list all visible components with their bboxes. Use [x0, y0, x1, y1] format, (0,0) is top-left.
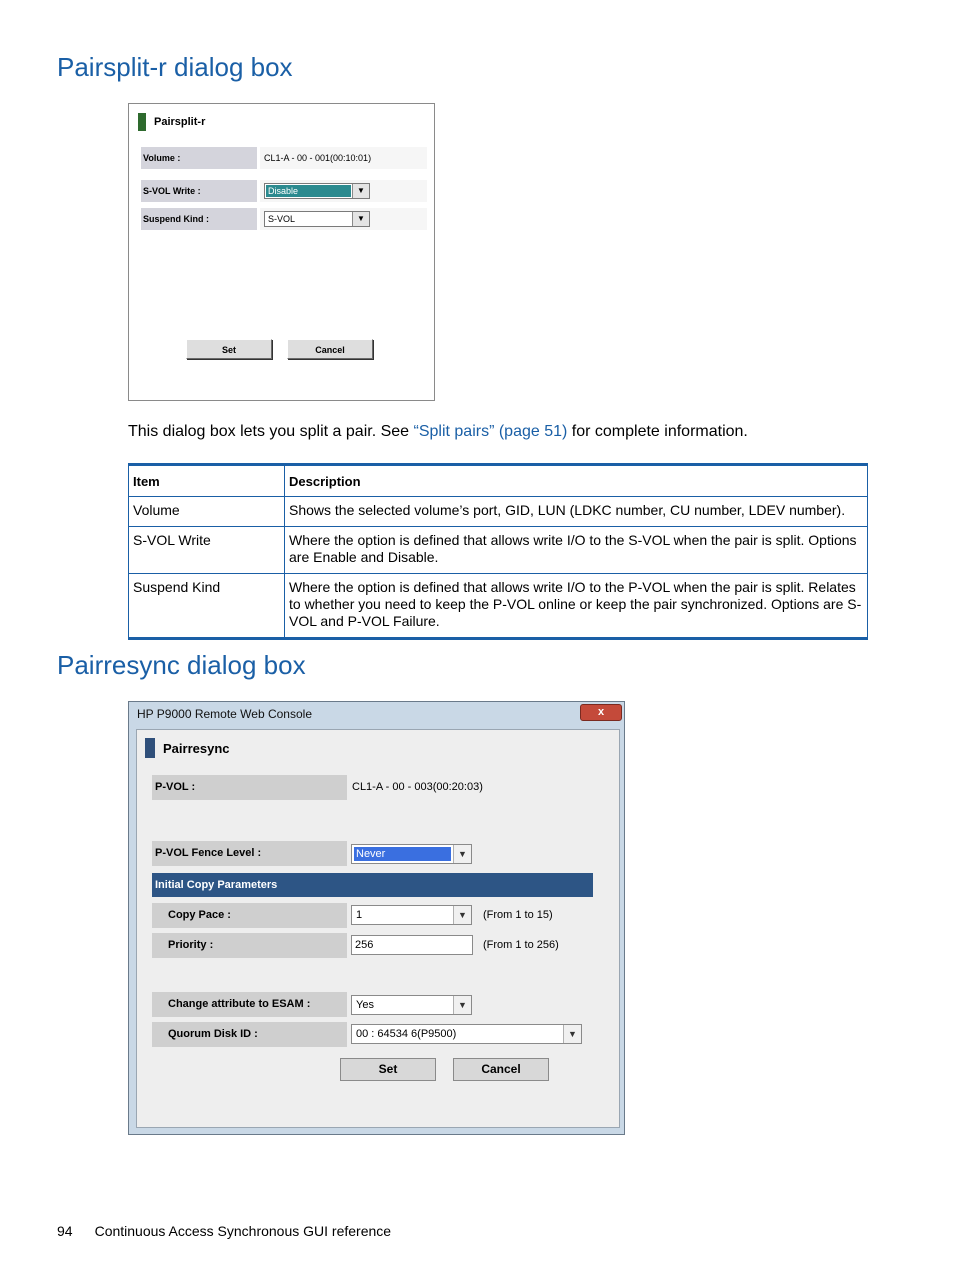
item-cell: Suspend Kind [129, 574, 285, 639]
suspend-kind-row [141, 208, 428, 230]
priority-range: (From 1 to 256) [483, 939, 559, 951]
pairresync-header [145, 738, 230, 758]
paragraph-text-before: This dialog box lets you split a pair. See [128, 423, 414, 440]
esam-select[interactable] [351, 995, 472, 1015]
pairsplit-dialog [128, 103, 435, 401]
table-header-row [129, 465, 868, 497]
cancel-button[interactable]: Cancel [287, 339, 373, 359]
paragraph-text-after: for complete information. [567, 423, 748, 440]
chevron-down-icon[interactable]: ▼ [453, 845, 471, 863]
suspend-kind-label: Suspend Kind : [141, 208, 257, 230]
copy-pace-label: Copy Pace : [152, 903, 347, 928]
header-marker-icon [138, 113, 146, 131]
chevron-down-icon[interactable]: ▼ [453, 906, 471, 924]
svol-write-row [141, 180, 428, 202]
set-button[interactable]: Set [186, 339, 272, 359]
pairsplit-title: Pairsplit-r [154, 116, 206, 128]
svol-write-select[interactable] [264, 183, 370, 199]
description-cell: Where the option is defined that allows write I/O to the S-VOL when the pair is split. Options are Enable and Disable. [285, 527, 868, 574]
pairresync-title: Pairresync [163, 740, 230, 756]
set-button[interactable]: Set [340, 1058, 436, 1081]
table-row [129, 527, 868, 574]
item-cell: Volume [129, 497, 285, 527]
svol-write-label: S-VOL Write : [141, 180, 257, 202]
fence-level-value: Never [354, 847, 451, 861]
quorum-disk-label: Quorum Disk ID : [152, 1022, 347, 1047]
copy-pace-value: 1 [356, 909, 363, 921]
section-heading-pairresync: Pairresync dialog box [57, 650, 306, 680]
page-footer [57, 1223, 391, 1239]
chevron-down-icon[interactable]: ▼ [563, 1025, 581, 1043]
quorum-disk-value: 00 : 64534 6(P9500) [356, 1028, 457, 1040]
item-cell: S-VOL Write [129, 527, 285, 574]
quorum-disk-select[interactable] [351, 1024, 582, 1044]
suspend-kind-select[interactable] [264, 211, 370, 227]
suspend-kind-value: S-VOL [268, 214, 296, 224]
svol-write-value: Disable [266, 185, 351, 197]
cancel-button[interactable]: Cancel [453, 1058, 549, 1081]
column-header-item: Item [129, 465, 285, 497]
section-heading-pairsplit: Pairsplit-r dialog box [57, 52, 293, 82]
description-cell: Where the option is defined that allows write I/O to the P-VOL when the pair is split. Relates to whether you need to keep the P-VOL online or keep the pair synchronized. Options are S-VOL and P-VOL Failure. [285, 574, 868, 639]
pairsplit-header [138, 113, 205, 131]
copy-pace-select[interactable] [351, 905, 472, 925]
copy-pace-range: (From 1 to 15) [483, 909, 553, 921]
chevron-down-icon[interactable]: ▼ [453, 996, 471, 1014]
intro-paragraph [128, 423, 748, 441]
volume-row [141, 147, 428, 169]
description-cell: Shows the selected volume’s port, GID, LUN (LDKC number, CU number, LDEV number). [285, 497, 868, 527]
chevron-down-icon[interactable]: ▼ [352, 212, 369, 226]
close-icon[interactable]: x [580, 704, 622, 721]
pvol-label: P-VOL : [152, 775, 347, 800]
priority-label: Priority : [152, 933, 347, 958]
description-table [128, 463, 868, 640]
chevron-down-icon[interactable]: ▼ [352, 184, 369, 198]
page-number: 94 [57, 1223, 73, 1239]
pairresync-window [128, 701, 625, 1135]
window-title: HP P9000 Remote Web Console [137, 707, 312, 721]
split-pairs-link[interactable]: “Split pairs” (page 51) [413, 423, 568, 440]
fence-level-select[interactable] [351, 844, 472, 864]
initial-copy-parameters-header: Initial Copy Parameters [152, 873, 593, 897]
header-marker-icon [145, 738, 155, 758]
esam-value: Yes [356, 999, 374, 1011]
pvol-value: CL1-A - 00 - 003(00:20:03) [352, 781, 483, 793]
table-row [129, 497, 868, 527]
volume-label: Volume : [141, 147, 257, 169]
fence-level-label: P-VOL Fence Level : [152, 841, 347, 866]
esam-label: Change attribute to ESAM : [152, 992, 347, 1017]
table-row [129, 574, 868, 639]
volume-value: CL1-A - 00 - 001(00:10:01) [260, 147, 427, 169]
footer-text: Continuous Access Synchronous GUI reference [94, 1223, 392, 1239]
priority-input[interactable]: 256 [351, 935, 473, 955]
column-header-description: Description [285, 465, 868, 497]
pairresync-dialog [136, 729, 620, 1128]
